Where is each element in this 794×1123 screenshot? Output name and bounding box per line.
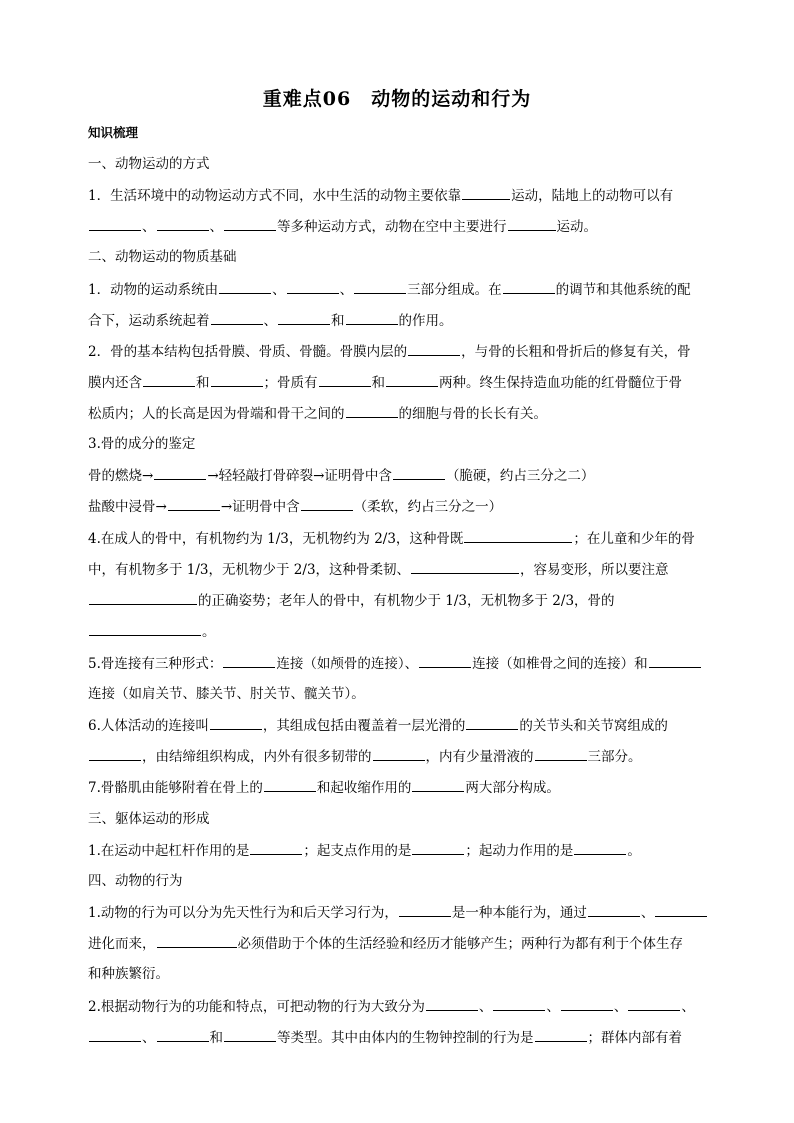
text: 1．动物的运动系统由 xyxy=(88,282,219,298)
text: 和 xyxy=(331,313,345,329)
text: ；骨质有 xyxy=(263,375,318,391)
text: ；群体内部有着 xyxy=(587,1030,682,1046)
paragraph-2-1a: 1．动物的运动系统由 、 、 三部分组成。在 的调节和其他系统的配 xyxy=(88,282,691,298)
text: ，容易变形，所以要注意 xyxy=(520,562,669,578)
paragraph-4-1b xyxy=(88,934,708,953)
text: 连接（如颅骨的连接）、 xyxy=(276,656,419,672)
text: 运动。 xyxy=(556,219,597,235)
paragraph-2-3b xyxy=(88,497,708,516)
answer-blank[interactable] xyxy=(89,591,197,605)
answer-blank[interactable] xyxy=(278,311,330,325)
text: 、 xyxy=(142,1030,156,1046)
text: 的作用。 xyxy=(398,313,453,329)
answer-blank[interactable] xyxy=(157,1028,209,1042)
answer-blank[interactable] xyxy=(535,747,587,761)
text: （脆硬，约占三分之二） xyxy=(445,468,595,484)
text: 1.动物的行为可以分为先天性行为和后天学习行为， xyxy=(88,905,398,921)
answer-blank[interactable] xyxy=(561,997,613,1011)
text: 的调节和其他系统的配 xyxy=(555,282,691,298)
text: 、 xyxy=(546,999,560,1015)
paragraph-2-4d xyxy=(88,622,708,641)
paragraph-2-1b: 合下，运动系统起着 、 和 的作用。 xyxy=(88,313,453,329)
answer-blank[interactable] xyxy=(211,373,263,387)
paragraph-4-2b xyxy=(88,1028,708,1047)
text: 两大部分构成。 xyxy=(465,780,560,796)
text: 四、动物的行为 xyxy=(88,873,183,889)
answer-blank[interactable] xyxy=(319,373,371,387)
text: 和 xyxy=(371,375,385,391)
answer-blank[interactable] xyxy=(219,280,271,294)
paragraph-2-4c xyxy=(88,591,708,610)
text: 4.在成人的骨中，有机物约为 1/3，无机物约为 2/3，这种骨既 xyxy=(88,531,464,547)
answer-blank[interactable] xyxy=(223,654,275,668)
paragraph-2-5b xyxy=(88,685,708,703)
answer-blank[interactable] xyxy=(466,716,518,730)
answer-blank[interactable] xyxy=(157,217,209,231)
answer-blank[interactable] xyxy=(655,903,707,917)
answer-blank[interactable] xyxy=(411,560,519,574)
text: 三、躯体运动的形成 xyxy=(88,811,210,827)
text: 、 xyxy=(478,999,493,1015)
answer-blank[interactable] xyxy=(168,497,220,511)
section-subtitle: 知识梳理 xyxy=(88,125,139,140)
heading-4 xyxy=(88,872,708,890)
paragraph-2-4b xyxy=(88,560,708,579)
text: 5.骨连接有三种形式： xyxy=(88,656,223,672)
paragraph-2-7 xyxy=(88,778,708,797)
answer-blank[interactable] xyxy=(287,280,339,294)
paragraph-4-1c xyxy=(88,965,708,983)
text: 三部分组成。在 xyxy=(407,282,502,298)
paragraph-1-1b: 、 、 等多种运动方式，动物在空中主要进行 运动。 xyxy=(88,217,708,236)
text: 2．骨的基本结构包括骨膜、骨质、骨髓。骨膜内层的 xyxy=(88,344,408,360)
paragraph-2-3a xyxy=(88,466,708,485)
heading-1 xyxy=(88,155,708,173)
paragraph-2-6b xyxy=(88,747,708,766)
answer-blank[interactable] xyxy=(346,311,398,325)
answer-blank[interactable] xyxy=(89,217,141,231)
text: 三部分。 xyxy=(587,749,642,765)
text: 中，有机物多于 1/3，无机物少于 2/3，这种骨柔韧、 xyxy=(88,562,411,578)
answer-blank[interactable] xyxy=(210,716,262,730)
text: 二、动物运动的物质基础 xyxy=(88,249,237,265)
text: →证明骨中含 xyxy=(220,499,300,515)
paragraph-2-4a xyxy=(88,529,708,548)
text: 进化而来， xyxy=(88,936,156,952)
paragraph-2-2a xyxy=(88,342,708,361)
text: 1．生活环境中的动物运动方式不同，水中生活的动物主要依靠 xyxy=(88,188,462,204)
text: 等类型。其中由体内的生物钟控制的行为是 xyxy=(277,1030,534,1046)
answer-blank[interactable] xyxy=(157,934,237,948)
paragraph-1-1a xyxy=(88,186,708,205)
text: 7.骨骼肌由能够附着在骨上的 xyxy=(88,780,263,796)
text: 的细胞与骨的长长有关。 xyxy=(398,406,547,422)
text: ，其组成包括由覆盖着一层光滑的 xyxy=(262,718,466,734)
paragraph-2-6a xyxy=(88,716,708,735)
text: 1.在运动中起杠杆作用的是 xyxy=(88,843,250,859)
answer-blank[interactable] xyxy=(89,1028,141,1042)
answer-blank[interactable] xyxy=(224,217,276,231)
answer-blank[interactable] xyxy=(426,997,478,1011)
answer-blank[interactable] xyxy=(89,622,201,636)
heading-3 xyxy=(88,810,708,828)
answer-blank[interactable] xyxy=(346,404,398,418)
text: 。 xyxy=(627,843,641,859)
text: 连接（如椎骨之间的连接）和 xyxy=(472,656,648,672)
text: 和起收缩作用的 xyxy=(316,780,412,796)
text: 运动，陆地上的动物可以有 xyxy=(511,188,674,204)
paragraph-4-2a xyxy=(88,997,708,1016)
text: 松质内；人的长高是因为骨端和骨干之间的 xyxy=(88,406,345,422)
paragraph-3-1 xyxy=(88,841,708,860)
paragraph-2-5a xyxy=(88,654,708,673)
text: ；起支点作用的是 xyxy=(303,843,412,859)
heading-2 xyxy=(88,248,708,266)
text: 、 xyxy=(640,905,655,921)
text: 、 xyxy=(681,999,695,1015)
page-title: 重难点06 动物的运动和行为 xyxy=(262,88,532,110)
text: 2.根据动物行为的功能和特点，可把动物的行为大致分为 xyxy=(88,999,425,1015)
text: 。 xyxy=(202,624,216,640)
answer-blank[interactable] xyxy=(419,654,471,668)
text: 是一种本能行为，通过 xyxy=(451,905,587,921)
answer-blank[interactable] xyxy=(354,280,406,294)
text: 的正确姿势；老年人的骨中，有机物少于 1/3，无机物多于 2/3，骨的 xyxy=(198,593,615,609)
text: 的关节头和关节窝组成的 xyxy=(519,718,668,734)
text: 膜内还含 xyxy=(88,375,142,391)
text: 必须借助于个体的生活经验和经历才能够产生；两种行为都有利于个体生存 xyxy=(237,936,683,952)
answer-blank[interactable] xyxy=(412,841,464,855)
text: ；在儿童和少年的骨 xyxy=(573,531,695,547)
answer-blank[interactable] xyxy=(535,1028,587,1042)
text: 一、动物运动的方式 xyxy=(88,156,210,172)
text: 和 xyxy=(196,375,210,391)
text: 骨的燃烧→ xyxy=(88,468,154,484)
text: 两种。终生保持造血功能的红骨髓位于骨 xyxy=(439,375,682,391)
text: 3.骨的成分的鉴定 xyxy=(88,436,196,452)
text: 合下，运动系统起着 xyxy=(88,313,210,329)
answer-blank[interactable] xyxy=(89,747,141,761)
answer-blank[interactable] xyxy=(408,342,460,356)
answer-blank[interactable] xyxy=(301,497,353,511)
text: 盐酸中浸骨→ xyxy=(88,499,167,515)
answer-blank[interactable] xyxy=(493,997,545,1011)
answer-blank[interactable] xyxy=(574,841,626,855)
answer-blank[interactable] xyxy=(628,997,680,1011)
text: 连接（如肩关节、膝关节、肘关节、髋关节）。 xyxy=(88,686,365,702)
text: ，内有少量滑液的 xyxy=(425,749,534,765)
text: 和种族繁衍。 xyxy=(88,966,169,982)
answer-blank[interactable] xyxy=(462,186,510,200)
answer-blank[interactable] xyxy=(211,311,263,325)
answer-blank[interactable] xyxy=(143,373,195,387)
text: →轻轻敲打骨碎裂→证明骨中含 xyxy=(207,468,392,484)
text: ，由结缔组织构成，内外有很多韧带的 xyxy=(142,749,372,765)
answer-blank[interactable] xyxy=(412,778,464,792)
answer-blank[interactable] xyxy=(508,217,556,231)
answer-blank[interactable] xyxy=(588,903,640,917)
text: 等多种运动方式，动物在空中主要进行 xyxy=(277,219,507,235)
text: ，与骨的长粗和骨折后的修复有关，骨 xyxy=(461,344,691,360)
text: 、 xyxy=(613,999,628,1015)
answer-blank[interactable] xyxy=(649,654,701,668)
answer-blank[interactable] xyxy=(503,280,555,294)
answer-blank[interactable] xyxy=(386,373,438,387)
answer-blank[interactable] xyxy=(373,747,425,761)
answer-blank[interactable] xyxy=(224,1028,276,1042)
answer-blank[interactable] xyxy=(250,841,302,855)
answer-blank[interactable] xyxy=(393,466,445,480)
paragraph-2-2c xyxy=(88,404,708,423)
answer-blank[interactable] xyxy=(464,529,572,543)
text: 6.人体活动的连接叫 xyxy=(88,718,209,734)
answer-blank[interactable] xyxy=(264,778,316,792)
answer-blank[interactable] xyxy=(154,466,206,480)
paragraph-2-2b xyxy=(88,373,708,392)
text: （柔软，约占三分之一） xyxy=(353,499,503,515)
paragraph-2-3 xyxy=(88,435,708,453)
paragraph-4-1a xyxy=(88,903,708,922)
text: ；起动力作用的是 xyxy=(465,843,574,859)
answer-blank[interactable] xyxy=(399,903,451,917)
text: 和 xyxy=(209,1030,223,1046)
